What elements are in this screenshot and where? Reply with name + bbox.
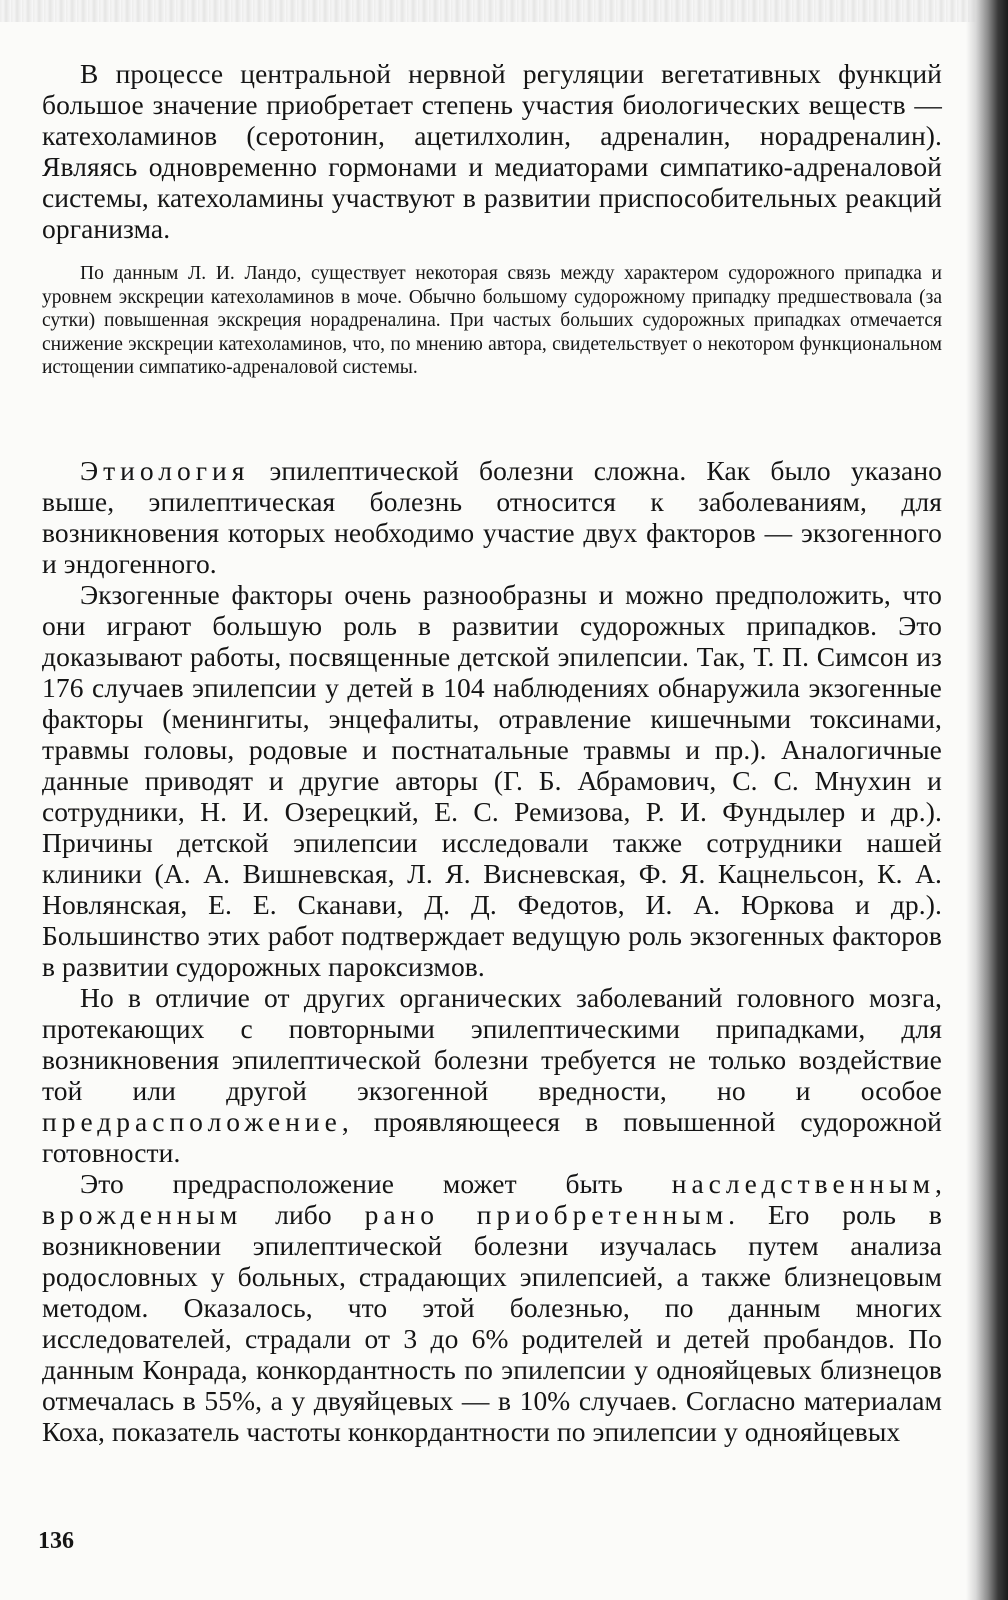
paragraph-text: . Его роль в возникновении эпилептической болезни изучалась путем анализа родословных у больных, страдающих эпилепсией, а также близнецовым методом. Оказалось, что этой болезнью, по данным многих исследователей, страдали от 3 до 6% родителей и детей пробандов. По данным Конрада, конкордантность по эпилепсии у однояйцевых близнецов отмечалась в 55%, а у двуяйцевых — в 10% случаев. Согласно материалам Коха, показатель частоты конкордантности по эпилепсии у однояйцевых [42, 1199, 942, 1447]
page-number: 136 [38, 1528, 74, 1554]
paragraph-exogenous-factors: Экзогенные факторы очень разнообразны и можно предположить, что они играют большую роль в развитии судорожных припадков. Это доказывают работы, посвященные детской эпилепсии. Так, Т. П. Симсон из 176 случаев эпилепсии у детей в 104 наблюдениях обнаружила экзогенные факторы (менингиты, энцефалиты, отравление кишечными токсинами, травмы головы, родовые и постнатальные травмы и пр.). Аналогичные данные приводят и другие авторы (Г. Б. Абрамович, С. С. Мнухин и сотрудники, Н. И. Озерецкий, Е. С. Ремизова, Р. И. Фундылер и др.). Причины детской эпилепсии исследовали также сотрудники нашей клиники (А. А. Вишневская, Л. Я. Висневская, Ф. Я. Кацнельсон, К. А. Новлянская, Е. Е. Сканави, Д. Д. Федотов, И. А. Юркова и др.). Большинство этих работ подтверждает ведущую роль экзогенных факторов в развитии судорожных пароксизмов. [42, 579, 942, 982]
paragraph-text: Это предрасположение может быть [80, 1168, 672, 1199]
paragraph-text: , проявляющееся в повышенной судорожной готовности. [42, 1106, 942, 1168]
spaced-term-etiology: Этиология [80, 455, 250, 486]
spaced-term-congenital: врожденным [42, 1199, 243, 1230]
paragraph-text: , [935, 1168, 942, 1199]
paragraph-text: В процессе центральной нервной регуляции вегетативных функций большое значение приобретает степень участия биологических веществ — катехоламинов (серотонин, ацетилхолин, адреналин, норадреналин). Являясь одновременно гормонами и медиаторами симпатико-адреналовой системы, катехоламины участвуют в развитии приспособительных реакций организма. [42, 58, 942, 244]
spaced-term-predisposition: предрасположение [42, 1106, 342, 1137]
paragraph-heredity [42, 1168, 942, 1447]
footnote-lando [42, 262, 942, 380]
paragraph-catecholamines [42, 58, 942, 244]
body-text [42, 455, 942, 1447]
paragraph-etiology [42, 455, 942, 579]
paragraph-text: либо [242, 1199, 365, 1230]
note-text: По данным Л. И. Ландо, существует некоторая связь между характером судорожного припадка и уровнем экскреции катехоламинов в моче. Обычно большому судорожному припадку предшествовала (за сутки) повышенная экскреция норадреналина. При частых больших судорожных припадках отмечается снижение экскреции катехоламинов, что, по мнению автора, свидетельствует о некотором функциональном истощении симпатико-адреналовой системы. [42, 263, 942, 378]
spaced-term-early-acquired: рано приобретенным [364, 1199, 729, 1230]
binding-shadow [966, 0, 1008, 1600]
paragraph-text: Но в отличие от других органических заболеваний головного мозга, протекающих с повторными эпилептическими припадками, для возникновения эпилептической болезни требуется не только воздействие той или другой экзогенной вредности, но и особое [42, 982, 942, 1106]
paragraph-predisposition [42, 982, 942, 1168]
spaced-term-hereditary: наследственным [671, 1168, 936, 1199]
scan-noise [0, 0, 1008, 22]
paragraph-text: эпилептической болезни сложна. Как было указано выше, эпилептическая болезнь относится к заболеваниям, для возникновения которых необходимо участие двух факторов — экзогенного и эндогенного. [42, 455, 942, 579]
